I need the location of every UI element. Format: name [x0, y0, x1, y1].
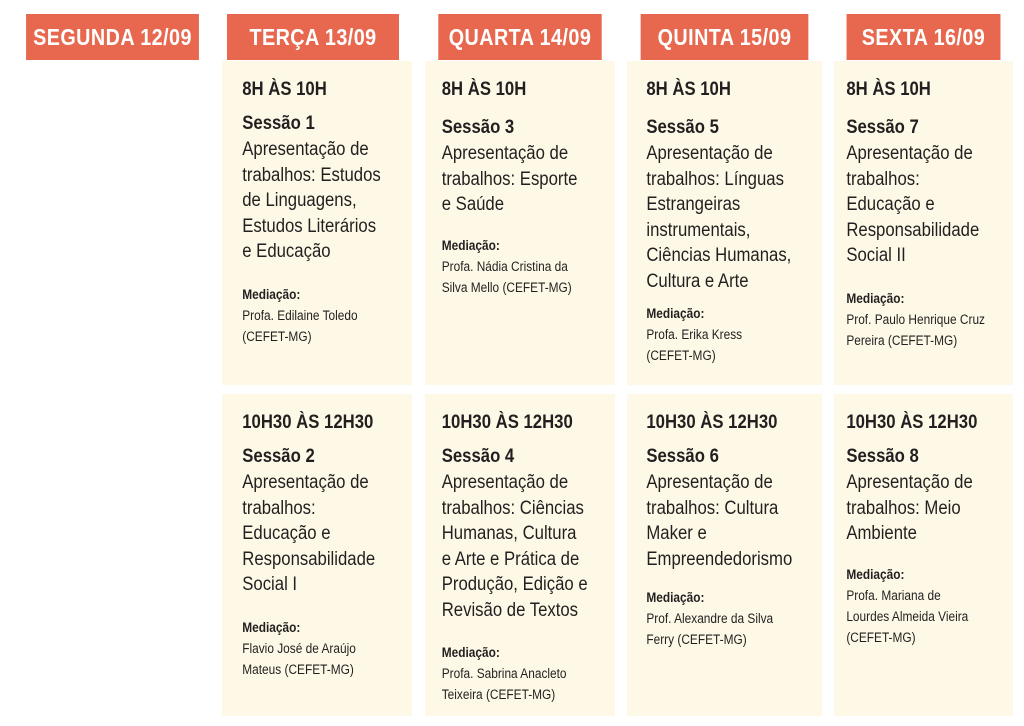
- session-time: 8H ÀS 10H: [441, 79, 527, 100]
- mediation-label: Mediação:: [441, 645, 500, 660]
- mediation-label: Mediação:: [646, 306, 705, 321]
- session-description: Apresentação de trabalhos: Estudos de Linguagens, Estudos Literários e Educação: [242, 139, 381, 262]
- day-header-monday: SEGUNDA 12/09: [26, 14, 199, 60]
- mediator-name: Profa. Edilaine Toledo (CEFET-MG): [242, 307, 358, 344]
- mediation-label: Mediação:: [242, 286, 301, 302]
- session-title: Sessão 7: [846, 117, 919, 138]
- session-cell-5: [627, 61, 822, 385]
- session-cell-4: [425, 394, 615, 716]
- day-header-thursday: QUINTA 15/09: [641, 14, 809, 60]
- session-title: Sessão 4: [441, 446, 515, 467]
- session-title: Sessão 6: [646, 446, 719, 467]
- session-title: Sessão 8: [846, 446, 919, 467]
- day-header-friday: SEXTA 16/09: [847, 14, 1001, 60]
- mediator-name: Profa. Nádia Cristina da Silva Mello (CEFET-MG): [441, 258, 572, 295]
- session-title: Sessão 1: [242, 113, 315, 134]
- session-time: 8H ÀS 10H: [646, 79, 731, 100]
- session-cell-1: [222, 61, 412, 385]
- session-time: 10H30 ÀS 12H30: [846, 412, 978, 433]
- mediation-label: Mediação:: [242, 619, 301, 635]
- session-cell-8: [834, 394, 1013, 716]
- mediator-name: Prof. Paulo Henrique Cruz Pereira (CEFET-MG): [846, 311, 985, 348]
- session-time: 10H30 ÀS 12H30: [646, 412, 778, 433]
- day-header-wednesday: QUARTA 14/09: [438, 14, 601, 60]
- session-cell-3: [425, 61, 615, 385]
- session-description: Apresentação de trabalhos: Línguas Estrangeiras instrumentais, Ciências Humanas, Cultura e Arte: [646, 143, 792, 292]
- session-description: Apresentação de trabalhos: Meio Ambiente: [846, 472, 973, 544]
- mediation-label: Mediação:: [646, 590, 705, 605]
- session-time: 10H30 ÀS 12H30: [441, 412, 573, 433]
- session-title: Sessão 3: [441, 117, 515, 138]
- mediator-name: Profa. Erika Kress (CEFET-MG): [646, 327, 743, 363]
- mediator-name: Profa. Mariana de Lourdes Almeida Vieira (CEFET-MG): [846, 587, 969, 645]
- session-description: Apresentação de trabalhos: Educação e Responsabilidade Social II: [846, 143, 980, 266]
- mediator-name: Profa. Sabrina Anacleto Teixeira (CEFET-MG): [441, 666, 567, 702]
- mediation-label: Mediação:: [441, 237, 500, 253]
- session-cell-2: [222, 394, 412, 716]
- session-title: Sessão 5: [646, 117, 719, 138]
- mediation-label: Mediação:: [846, 290, 905, 306]
- session-description: Apresentação de trabalhos: Ciências Humanas, Cultura e Arte e Prática de Produção, Edição e Revisão de Textos: [441, 472, 588, 621]
- session-cell-6: [627, 394, 822, 716]
- session-title: Sessão 2: [242, 446, 315, 467]
- mediator-name: Prof. Alexandre da Silva Ferry (CEFET-MG): [646, 611, 774, 647]
- session-description: Apresentação de trabalhos: Esporte e Saúde: [441, 143, 578, 215]
- session-cell-7: [834, 61, 1013, 385]
- session-description: Apresentação de trabalhos: Cultura Maker e Empreendedorismo: [646, 472, 793, 570]
- session-time: 8H ÀS 10H: [846, 79, 931, 100]
- mediation-label: Mediação:: [846, 566, 905, 582]
- mediator-name: Flavio José de Araújo Mateus (CEFET-MG): [242, 640, 356, 677]
- session-time: 10H30 ÀS 12H30: [242, 412, 374, 433]
- session-description: Apresentação de trabalhos: Educação e Responsabilidade Social I: [242, 472, 376, 595]
- day-header-tuesday: TERÇA 13/09: [227, 14, 399, 60]
- session-time: 8H ÀS 10H: [242, 79, 327, 100]
